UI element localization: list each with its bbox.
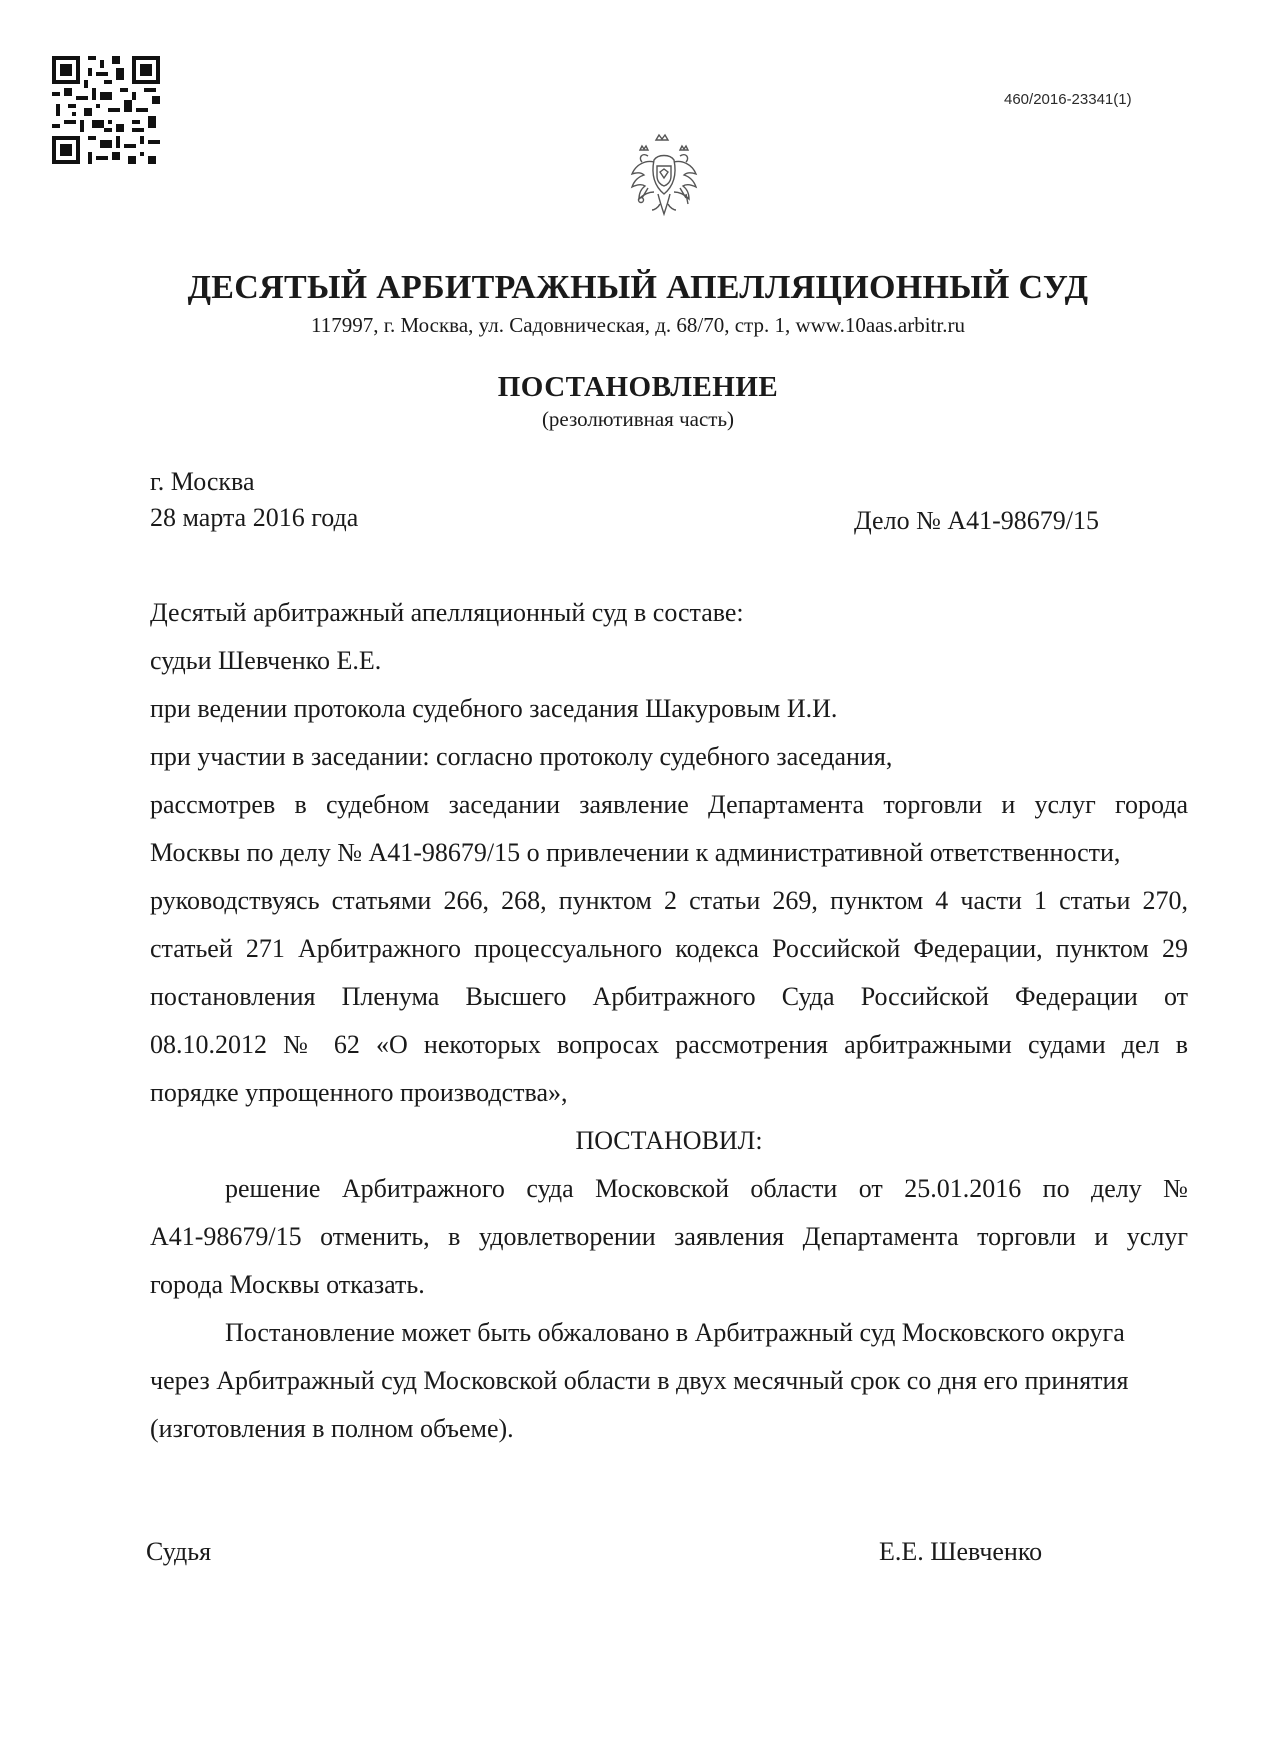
body-line: статьей 271 Арбитражного процессуального кодекса Российской Федерации, пунктом 29 xyxy=(150,934,1188,963)
body-line: 08.10.2012 № 62 «О некоторых вопросах рассмотрения арбитражными судами дел в xyxy=(150,1030,1188,1059)
body-line: при ведении протокола судебного заседания Шакуровым И.И. xyxy=(150,694,838,723)
document-subtype: (резолютивная часть) xyxy=(541,407,735,431)
body-line: судьи Шевченко Е.Е. xyxy=(150,646,382,675)
body-line: руководствуясь статьями 266, 268, пунктом 2 статьи 269, пунктом 4 части 1 статьи 270, xyxy=(150,886,1188,915)
body-line: Десятый арбитражный апелляционный суд в составе: xyxy=(150,598,744,627)
body-line: решение Арбитражного суда Московской области от 25.01.2016 по делу № xyxy=(225,1174,1188,1203)
body-line: при участии в заседании: согласно протоколу судебного заседания, xyxy=(150,742,893,771)
signature-label: Судья xyxy=(146,1537,212,1566)
body-line: Постановление может быть обжаловано в Арбитражный суд Московского округа xyxy=(225,1318,1125,1347)
decided-heading: ПОСТАНОВИЛ: xyxy=(575,1126,763,1155)
body-line: (изготовления в полном объеме). xyxy=(150,1414,514,1443)
court-address: 117997, г. Москва, ул. Садовническая, д. 68/70, стр. 1, www.10aas.arbitr.ru xyxy=(311,313,965,337)
case-number: Дело № А41-98679/15 xyxy=(854,506,1100,535)
document-type-heading: ПОСТАНОВЛЕНИЕ xyxy=(497,371,779,403)
decision-date: 28 марта 2016 года xyxy=(150,503,359,532)
judge-name: Е.Е. Шевченко xyxy=(879,1537,1043,1566)
court-name: ДЕСЯТЫЙ АРБИТРАЖНЫЙ АПЕЛЛЯЦИОННЫЙ СУД xyxy=(187,269,1089,306)
body-line: через Арбитражный суд Московской области в двух месячный срок со дня его принятия xyxy=(150,1366,1129,1395)
body-line: города Москвы отказать. xyxy=(150,1270,425,1299)
body-line: А41-98679/15 отменить, в удовлетворении заявления Департамента торговли и услуг xyxy=(150,1222,1188,1251)
body-line: рассмотрев в судебном заседании заявление Департамента торговли и услуг города xyxy=(150,790,1188,819)
document-number: 460/2016-23341(1) xyxy=(1004,91,1132,108)
body-line: постановления Пленума Высшего Арбитражного Суда Российской Федерации от xyxy=(150,982,1188,1011)
body-line: Москвы по делу № А41-98679/15 о привлечении к административной ответственности, xyxy=(150,838,1121,867)
body-line: порядке упрощенного производства», xyxy=(150,1078,568,1107)
place-of-issue: г. Москва xyxy=(150,467,255,496)
russian-coat-of-arms-emblem xyxy=(626,132,702,232)
qr-code-icon xyxy=(52,56,160,164)
